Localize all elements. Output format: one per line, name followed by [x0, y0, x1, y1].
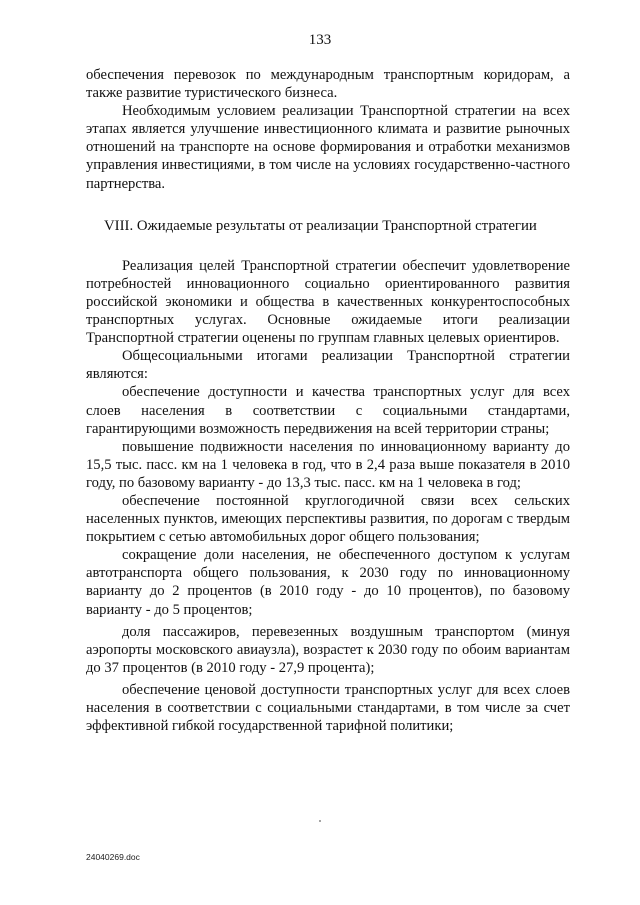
section-heading: VIII. Ожидаемые результаты от реализации Транспортной стратегии	[104, 217, 537, 234]
list-item-rural-connection: обеспечение постоянной круглогодичной связи всех сельских населенных пунктов, имеющих перспективы развития, по дорогам с твердым покрытием с сетью автомобильных дорог общего пользования;	[86, 492, 570, 546]
paragraph-social-results-intro: Общесоциальными итогами реализации Транспортной стратегии являются:	[86, 348, 570, 383]
list-item-public-transport-access: сокращение доли населения, не обеспеченного доступом к услугам автотранспорта общего пользования, к 2030 году по инновационному варианту до 2 процентов (в 2010 году - до 10 процентов), по базовому варианту - до 5 процентов;	[86, 547, 570, 618]
paragraph-strategy-results: Реализация целей Транспортной стратегии обеспечит удовлетворение потребностей инновационного социально ориентированного развития российской экономики и общества в качественных конкурентоспособных транспортных услугах. Основные ожидаемые итоги реализации Транспортной стратегии оценены по группам главных целевых ориентиров.	[86, 257, 570, 347]
list-item-mobility: повышение подвижности населения по инновационному варианту до 15,5 тыс. пасс. км на 1 человека в год, что в 2,4 раза выше показателя в 2010 году, по базовому варианту - до 13,3 тыс. пасс. км на 1 человека в год;	[86, 438, 570, 491]
document-body	[86, 66, 570, 735]
paragraph-investment-condition: Необходимым условием реализации Транспортной стратегии на всех этапах является улучшение инвестиционного климата и развитие рыночных отношений на транспорте на основе формирования и отработки механизмов управления инвестициями, в том числе на условиях государственно-частного партнерства.	[86, 103, 570, 192]
scan-dot	[319, 820, 321, 822]
paragraph-continuation: обеспечения перевозок по международным транспортным коридорам, а также развитие туристического бизнеса.	[86, 67, 570, 102]
list-item-air-passengers: доля пассажиров, перевезенных воздушным транспортом (минуя аэропорты московского авиаузла), возрастет к 2030 году по обоим вариантам до 37 процентов (в 2010 году - 27,9 процента);	[86, 623, 570, 676]
list-item-accessibility: обеспечение доступности и качества транспортных услуг для всех слоев населения в соответствии с социальными стандартами, гарантирующими возможность передвижения на всей территории страны;	[86, 384, 570, 437]
page-number: 133	[308, 32, 332, 48]
list-item-price-accessibility: обеспечение ценовой доступности транспортных услуг для всех слоев населения в соответствии с социальными стандартами, в том числе за счет эффективной гибкой государственной тарифной политики;	[86, 681, 570, 735]
footer-filename: 24040269.doc	[86, 852, 140, 862]
